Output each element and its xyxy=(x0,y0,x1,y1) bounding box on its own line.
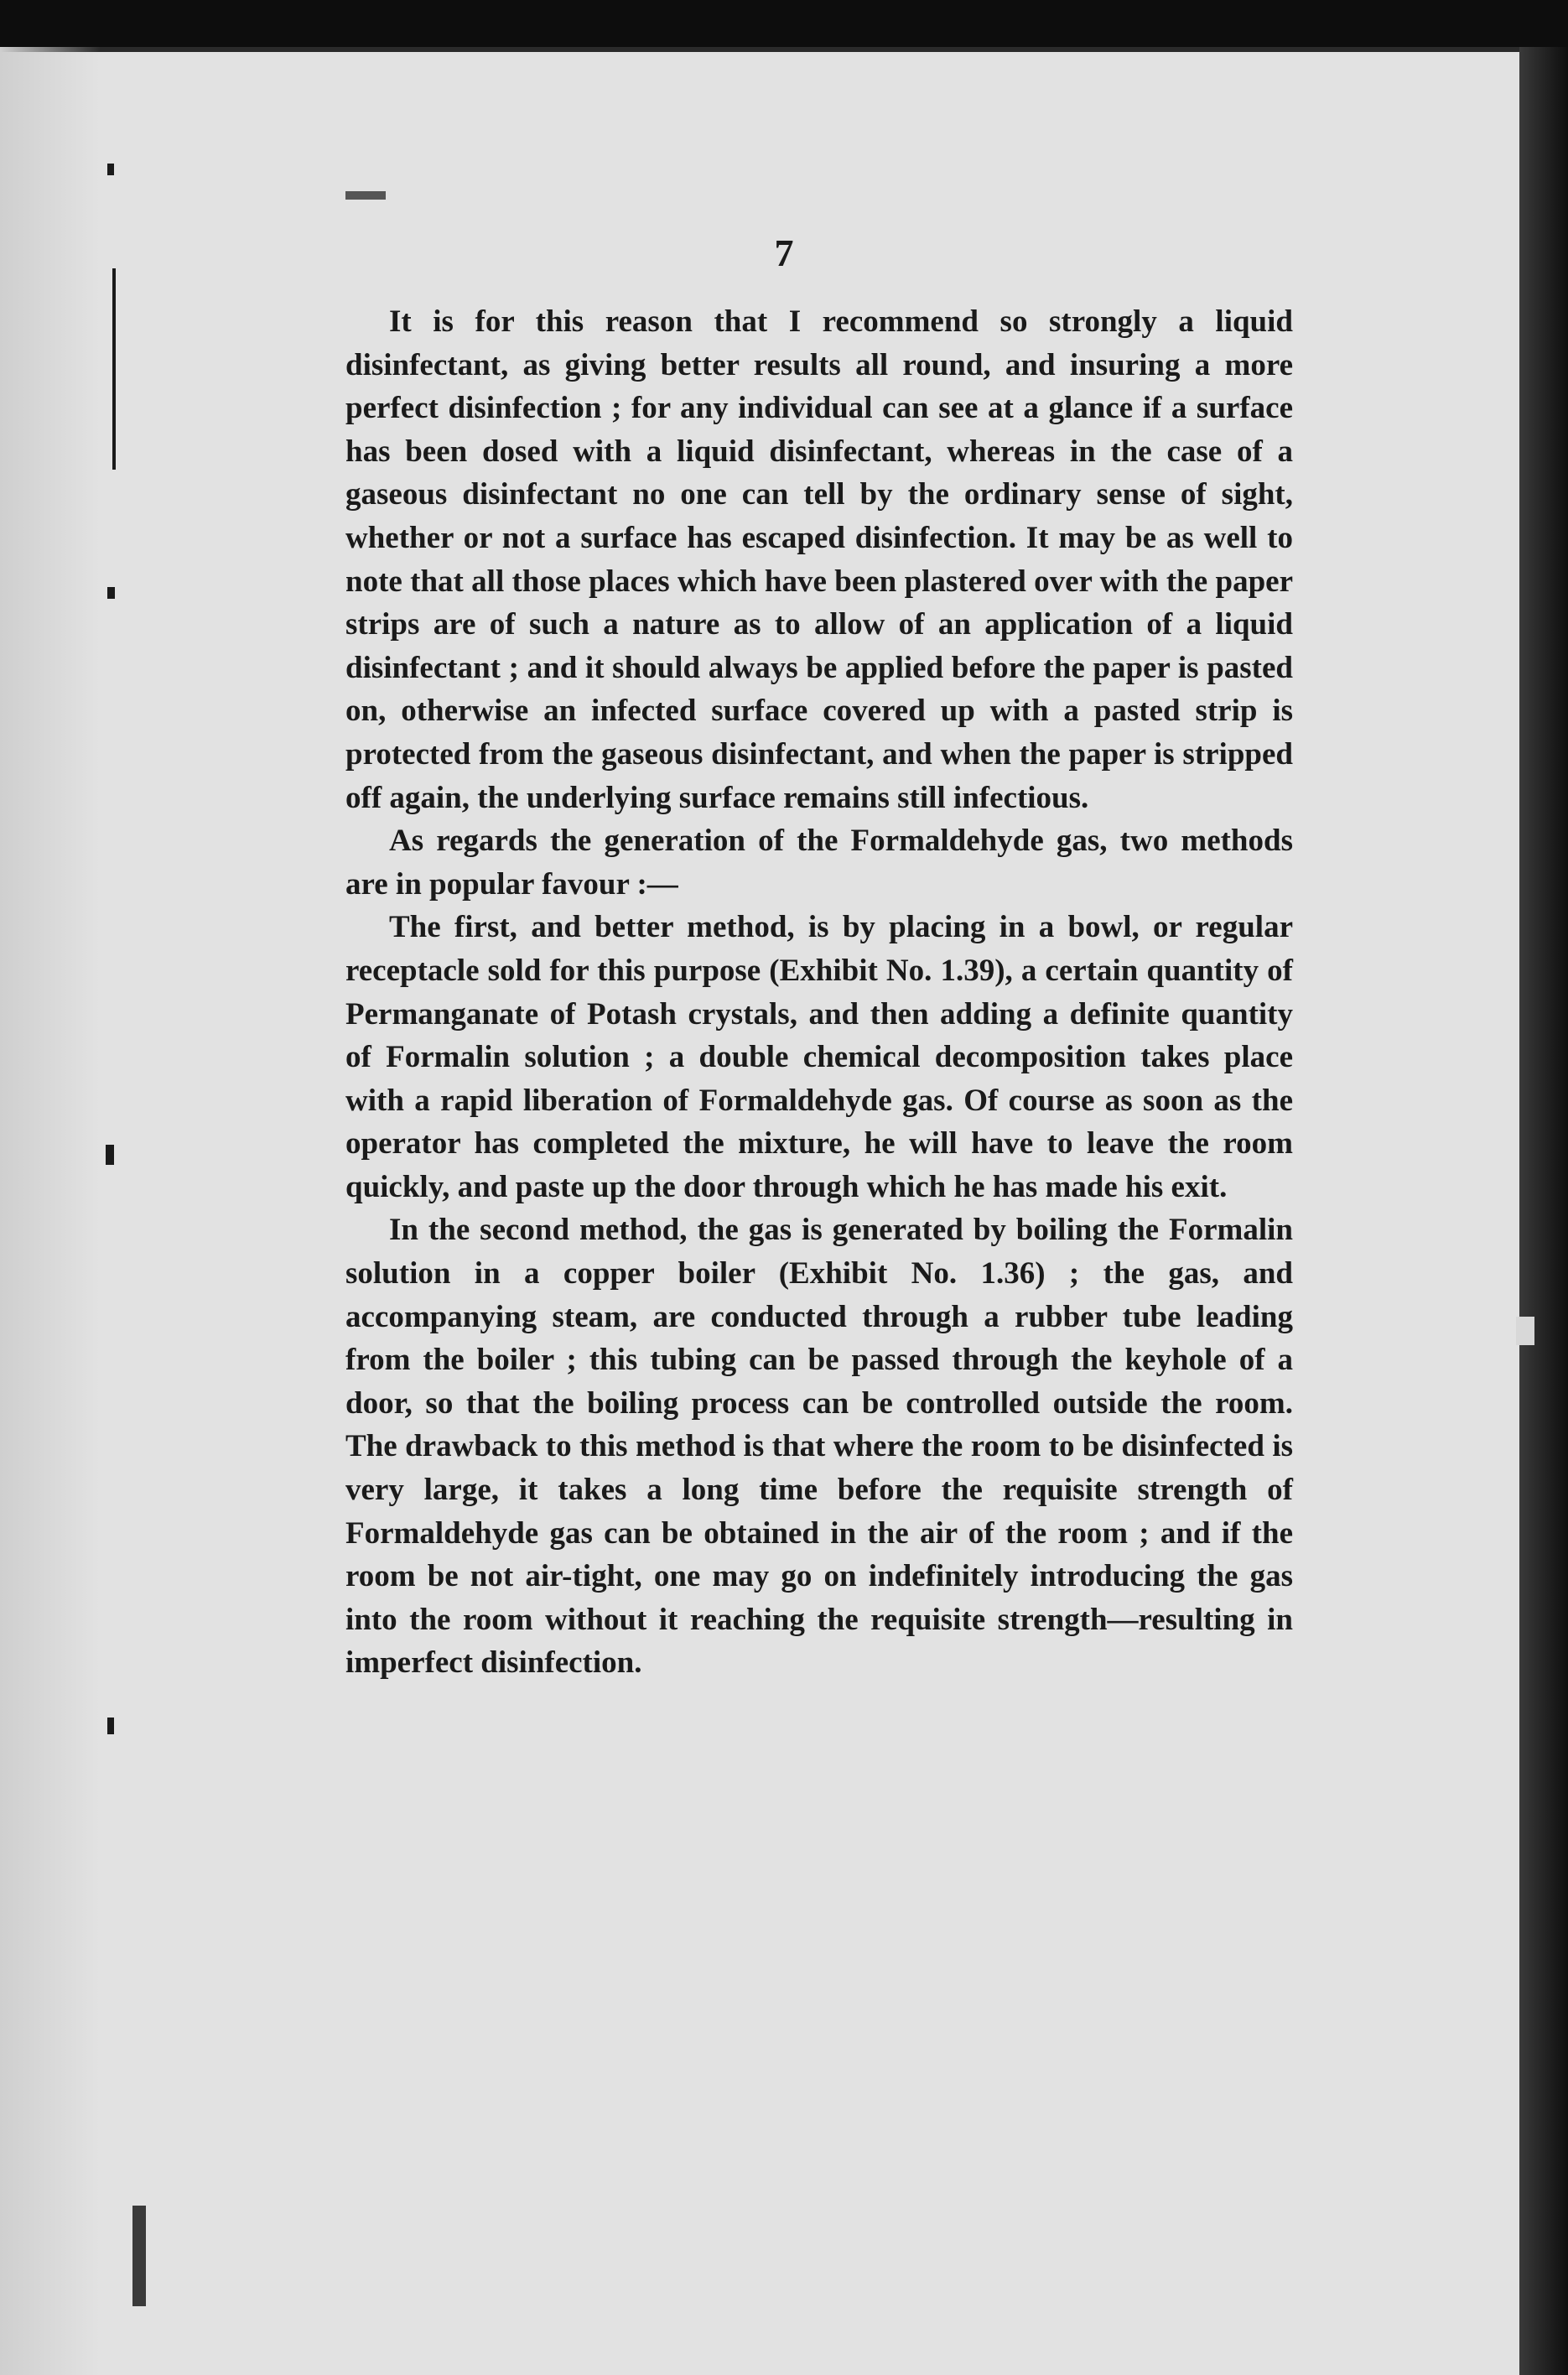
scan-right-border xyxy=(1519,47,1568,2375)
margin-speck xyxy=(107,587,115,599)
margin-speck xyxy=(106,1145,114,1165)
margin-speck xyxy=(107,1718,114,1734)
paragraph-4: In the second method, the gas is generated by boiling the Formalin solution in a copper boiler (Exhibit No. 1.36) ; the gas, and accompanying steam, are conducted through a rubber tube leading from the boiler ; this tubing can be passed through the keyhole of a door, so that the boiling process can be controlled outside the room. The drawback to this method is that where the room to be disinfected is very large, it takes a long time before the requisite strength of Formaldehyde gas can be obtained in the air of the room ; and if the room be not air-tight, one may go on indefinitely introducing the gas into the room without it reaching the requisite strength—resulting in imperfect disinfection. xyxy=(345,1213,1293,1681)
margin-speck xyxy=(1516,1317,1534,1345)
scan-top-border xyxy=(0,0,1568,47)
paragraph-3: The first, and better method, is by placing in a bowl, or regular receptacle sold for this purpose (Exhibit No. 1.39), a certain quantity of Permanganate of Potash crystals, and then adding a definite quantity of Formalin solution ; a double chemical decomposition takes place with a rapid liberation of Formaldehyde gas. Of course as soon as the operator has completed the mixture, he will have to leave the room quickly, and paste up the door through which he has made his exit. xyxy=(345,910,1293,1204)
paragraph-1: It is for this reason that I recommend so strongly a liquid disinfectant, as giving better results all round, and insuring a more perfect disinfection ; for any individual can see at a glance if a surface has been dosed with a liquid disinfectant, whereas in the case of a gaseous disinfectant no one can tell by the ordinary sense of sight, whether or not a surface has escaped disinfection. It may be as well to note that all those places which have been plastered over with the paper strips are of such a nature as to allow of an application of a liquid disinfectant ; and it should always be applied before the paper is pasted on, otherwise an infected surface covered up with a pasted strip is protected from the gaseous disinfectant, and when the paper is stripped off again, the underlying surface remains still infectious. xyxy=(345,304,1293,815)
margin-speck xyxy=(107,164,114,175)
paragraph-2: As regards the generation of the Formaldehyde gas, two methods are in popular favour :— xyxy=(345,824,1293,902)
margin-speck xyxy=(132,2206,146,2306)
margin-speck xyxy=(112,268,116,470)
binding-shadow xyxy=(0,47,101,2375)
margin-speck xyxy=(345,191,386,200)
body-text xyxy=(345,300,1293,1685)
page-number: 7 xyxy=(774,231,794,274)
